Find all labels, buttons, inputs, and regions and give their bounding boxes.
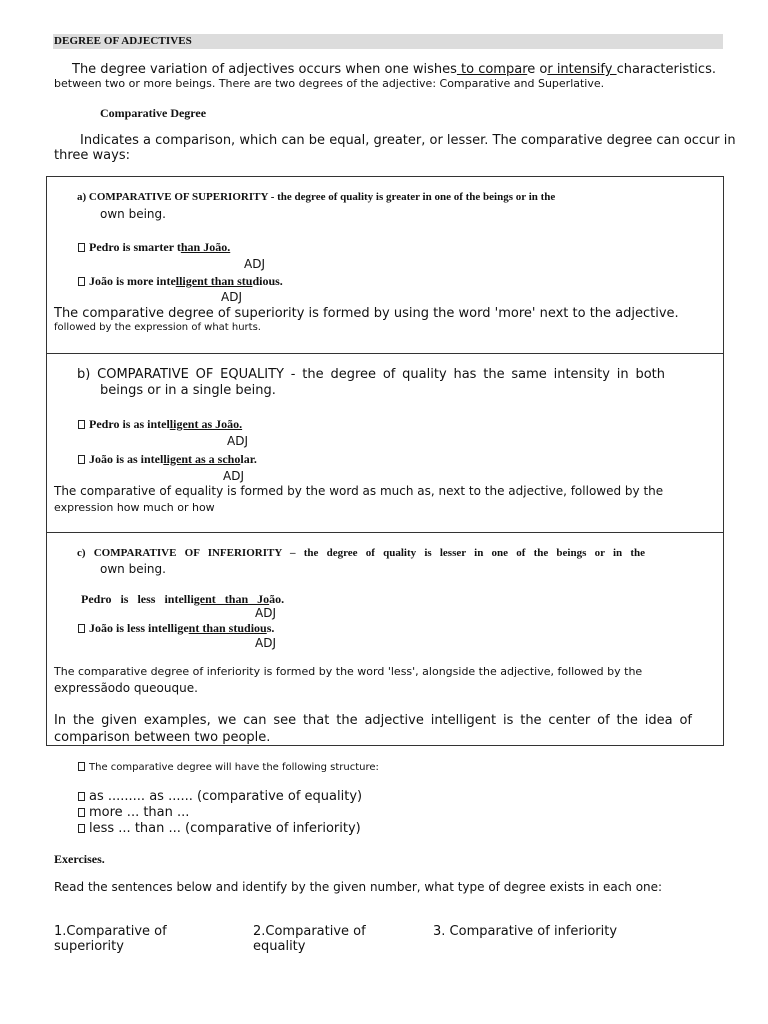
- superiority-heading-2: own being.: [100, 207, 166, 221]
- example-underlined: ligent as a scho: [163, 452, 241, 466]
- intro-underlined-compare: to compar: [456, 62, 528, 77]
- superiority-heading: a) COMPARATIVE OF SUPERIORITY - the degree of quality is greater in one of the beings or in the: [77, 191, 556, 203]
- inferiority-note-2: comparison between two people.: [54, 730, 271, 745]
- intro-underlined-intensify: r intensify: [547, 62, 617, 77]
- structure-intro-text: The comparative degree will have the following structure:: [89, 762, 379, 773]
- example-text: Pedro is as intel: [89, 417, 170, 431]
- comparative-desc-2: three ways:: [54, 148, 130, 163]
- intro-text: The degree variation of adjectives occurs when one wishes: [72, 62, 457, 77]
- example-underlined: nt than studiou: [188, 621, 267, 635]
- inferiority-note-text: In the given examples, we can see that the adjective intelligent is the center of the idea of: [54, 713, 692, 728]
- exercises-heading: Exercises.: [54, 852, 105, 866]
- inferiority-rule: The comparative degree of inferiority is formed by the word 'less', alongside the adjective, followed by the: [54, 665, 643, 678]
- exercise-option-2: [253, 924, 413, 954]
- intro-line-1: [72, 62, 716, 77]
- superiority-example-2: [78, 274, 283, 289]
- inferiority-rule-2: expressãodo queouque.: [54, 681, 198, 695]
- equality-heading-text: b) COMPARATIVE OF EQUALITY - the degree of quality has the same intensity in both: [77, 367, 665, 382]
- option-line: equality: [253, 939, 306, 954]
- example-underlined: gent than Jo: [193, 592, 270, 606]
- structure-item-text: less ... than ... (comparative of inferiority): [89, 821, 361, 836]
- intro-line-2: between two or more beings. There are two degrees of the adjective: Comparative and Superlative.: [54, 77, 605, 90]
- example-text-end: ão.: [269, 592, 285, 606]
- inferiority-adj-2: ADJ: [255, 636, 276, 650]
- example-underlined: han João.: [180, 240, 231, 254]
- intro-text-end: characteristics.: [616, 62, 716, 77]
- example-underlined: ligent as João.: [169, 417, 243, 431]
- equality-adj-1: ADJ: [227, 434, 248, 448]
- inferiority-note: [54, 713, 692, 728]
- superiority-adj-2: ADJ: [221, 290, 242, 304]
- structure-item: [78, 805, 189, 820]
- inferiority-heading: [77, 547, 645, 559]
- structure-item-text: more ... than ...: [89, 805, 190, 820]
- example-text: João is less intellige: [89, 621, 189, 635]
- exercise-option-1: [54, 924, 234, 954]
- bullet-icon: [78, 243, 85, 252]
- structure-item: [78, 789, 362, 804]
- equality-example-2: [78, 452, 257, 467]
- example-text-end: s.: [266, 621, 275, 635]
- structure-item-text: as ......... as ...... (comparative of equality): [89, 789, 363, 804]
- bullet-icon: [78, 420, 85, 429]
- example-text: Pedro is less intelli: [81, 592, 194, 606]
- option-line: 2.Comparative of: [253, 924, 366, 939]
- example-text: João is as intel: [89, 452, 164, 466]
- inferiority-heading-text: c) COMPARATIVE OF INFERIORITY – the degree of quality is lesser in one of the beings or in the: [77, 547, 645, 559]
- inferiority-example-2: [78, 621, 274, 636]
- equality-adj-2: ADJ: [223, 469, 244, 483]
- page-title: DEGREE OF ADJECTIVES: [54, 35, 192, 47]
- example-underlined: lligent than stu: [175, 274, 253, 288]
- equality-heading-2: beings or in a single being.: [100, 383, 276, 398]
- bullet-icon: [78, 824, 85, 833]
- superiority-rule: The comparative degree of superiority is formed by using the word 'more' next to the adjective.: [54, 306, 679, 321]
- inferiority-adj-1: ADJ: [255, 606, 276, 620]
- structure-intro: [78, 762, 379, 773]
- superiority-rule-2: followed by the expression of what hurts.: [54, 322, 261, 333]
- equality-heading: [77, 367, 665, 382]
- equality-example-1: [78, 417, 242, 432]
- exercise-option-3: [433, 924, 617, 939]
- example-text-end: dious.: [252, 274, 283, 288]
- inferiority-heading-2: own being.: [100, 562, 166, 576]
- bullet-icon: [78, 277, 85, 286]
- option-line: 3. Comparative of inferiority: [433, 924, 618, 939]
- equality-rule-2: expression how much or how: [54, 501, 215, 514]
- bullet-icon: [78, 792, 85, 801]
- example-text: João is more inte: [89, 274, 176, 288]
- inferiority-example-1: [81, 592, 284, 607]
- equality-rule: The comparative of equality is formed by the word as much as, next to the adjective, followed by the: [54, 484, 664, 498]
- exercises-instruction: Read the sentences below and identify by the given number, what type of degree exists in each one:: [54, 880, 663, 894]
- bullet-icon: [78, 624, 85, 633]
- superiority-example-1: [78, 240, 230, 255]
- comparative-heading: Comparative Degree: [100, 106, 207, 120]
- intro-text-mid: e o: [527, 62, 548, 77]
- bullet-icon: [78, 762, 85, 771]
- superiority-adj-1: ADJ: [244, 257, 265, 271]
- comparative-desc: Indicates a comparison, which can be equal, greater, or lesser. The comparative degree can occur in: [80, 133, 736, 148]
- structure-item: [78, 821, 361, 836]
- option-line: superiority: [54, 939, 124, 954]
- bullet-icon: [78, 455, 85, 464]
- bullet-icon: [78, 808, 85, 817]
- option-line: 1.Comparative of: [54, 924, 167, 939]
- example-text: Pedro is smarter t: [89, 240, 181, 254]
- example-text-end: lar.: [240, 452, 257, 466]
